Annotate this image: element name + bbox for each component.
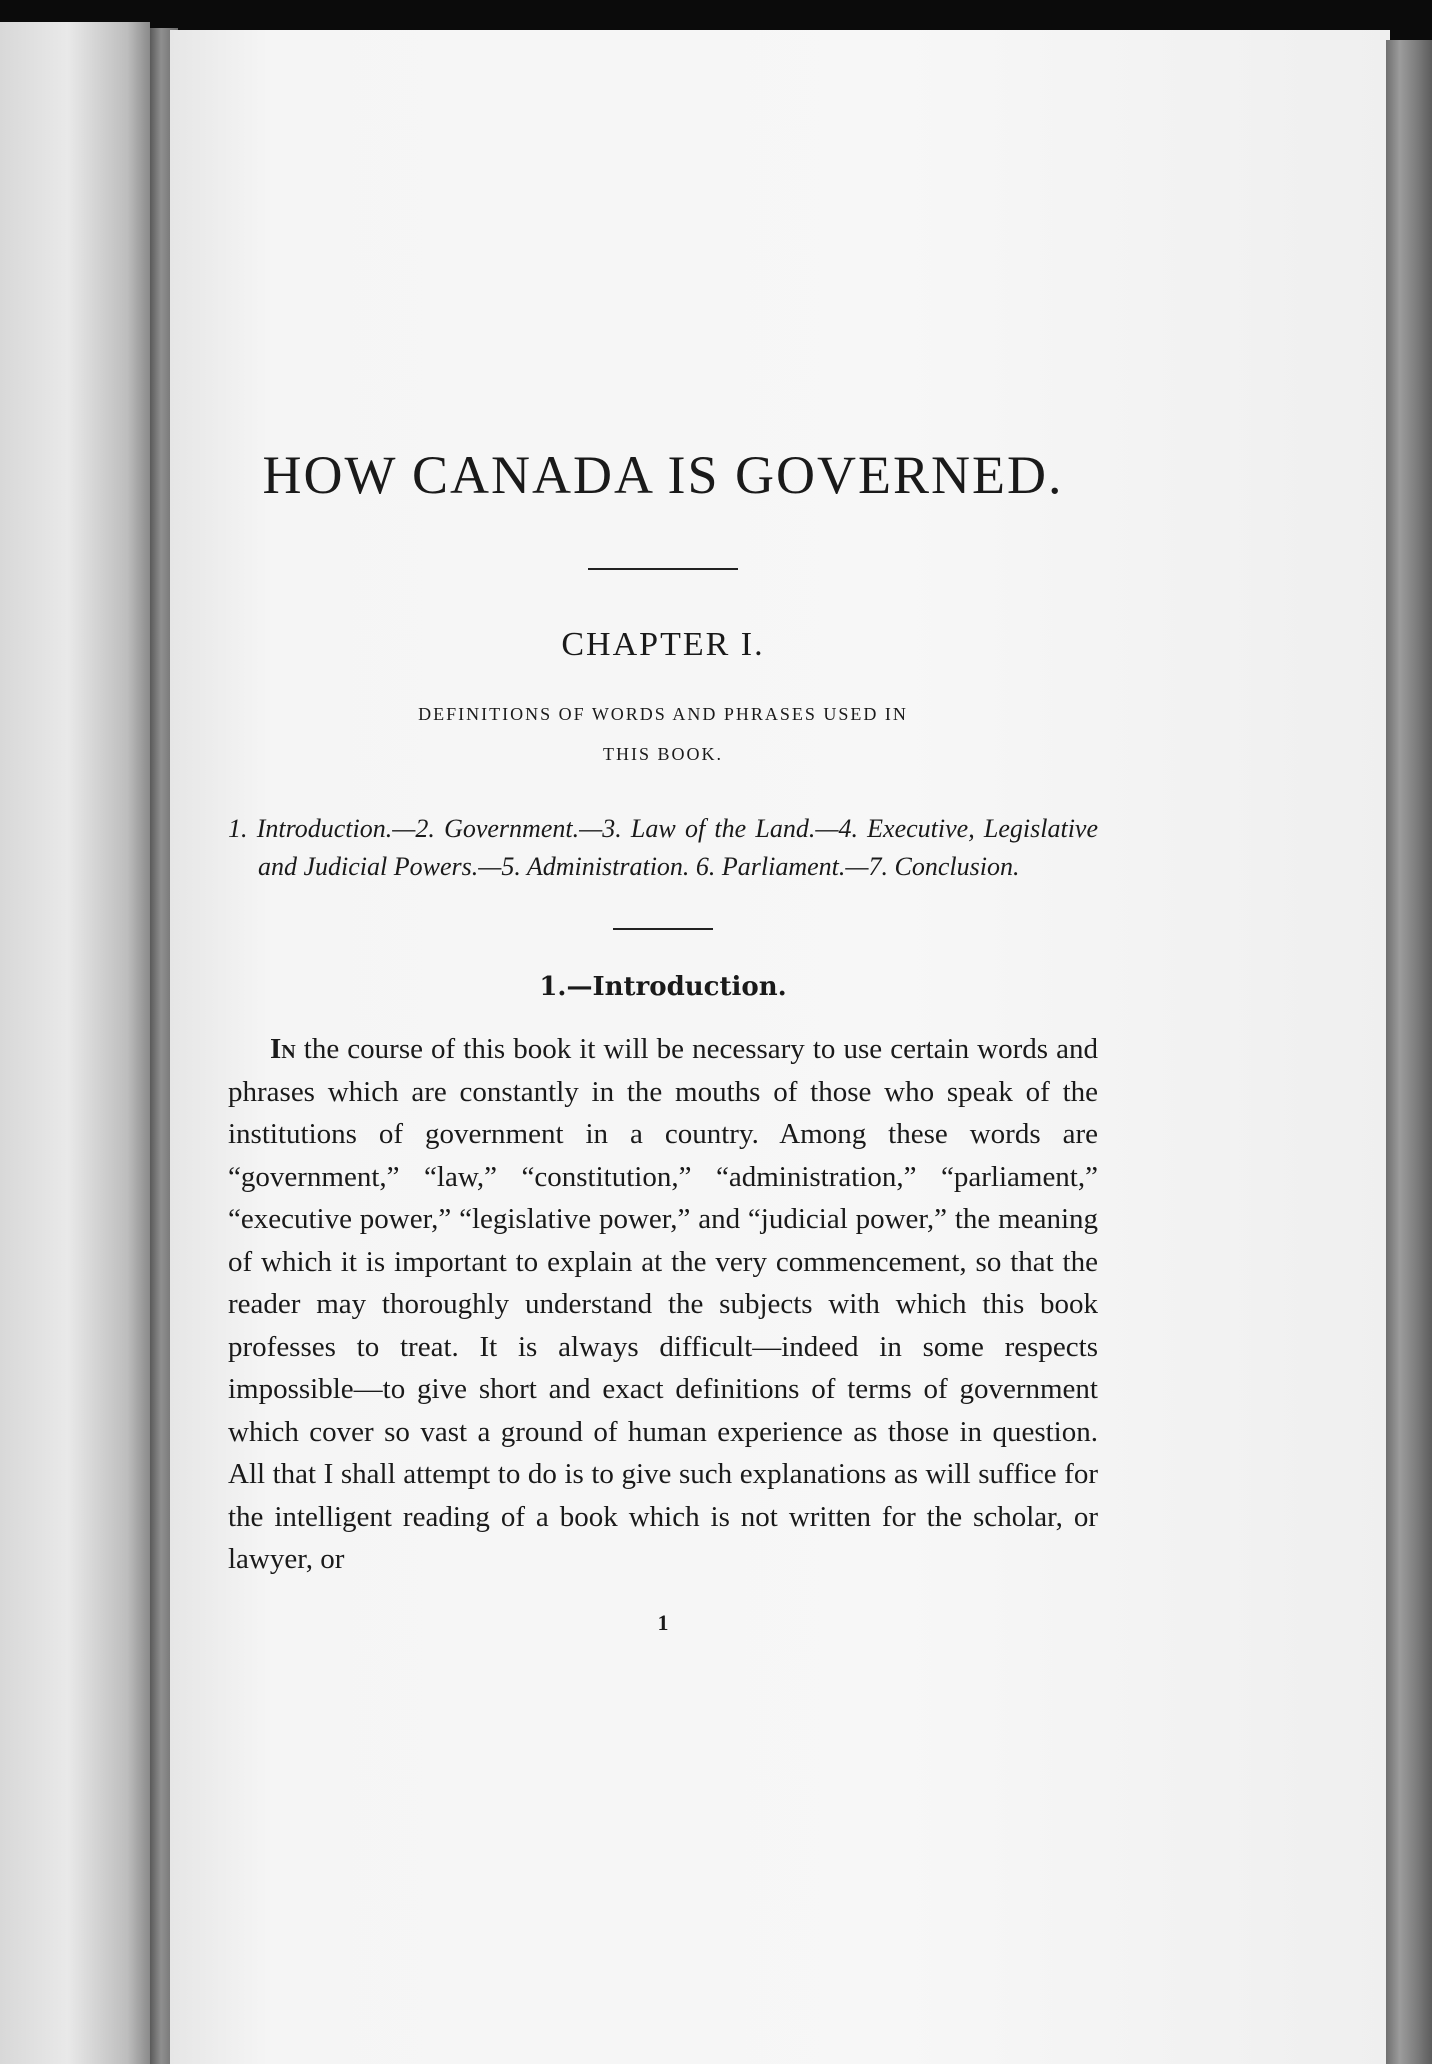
- left-facing-page: [0, 22, 150, 2064]
- body-text: the course of this book it will be necessary to use certain words and phrases which are constantly in the mouths of those who speak of the institutions of government in a country. Among these words are “government,” “law,” “constitution,” “administration,” “parliament,” “executive power,” “legislative power,” and “judicial power,” the meaning of which it is important to explain at the very commencement, so that the reader may thoroughly understand the subjects with which this book professes to treat. It is always difficult—indeed in some respects impossible—to give short and exact definitions of terms of government which cover so vast a ground of human experience as those in question. All that I shall attempt to do is to give such explanations as will suffice for the intelligent reading of a book which is not written for the scholar, or lawyer, or: [228, 1033, 1098, 1575]
- body-paragraph: [228, 1028, 1098, 1581]
- book-title: HOW CANADA IS GOVERNED.: [262, 445, 1064, 505]
- title-rule: [588, 568, 738, 570]
- page-content: [228, 420, 1098, 1636]
- chapter-subtitle-line-2: THIS BOOK.: [602, 744, 723, 764]
- page-number: 1: [657, 1609, 669, 1635]
- chapter-subtitle: [228, 694, 1098, 774]
- page-edge: [1386, 40, 1432, 2064]
- summary-rule: [613, 928, 713, 930]
- chapter-subtitle-line-1: DEFINITIONS OF WORDS AND PHRASES USED IN: [418, 704, 908, 724]
- chapter-summary: 1. Introduction.—2. Government.—3. Law of the Land.—4. Executive, Legislative and Judicial Powers.—5. Administration. 6. Parliament.—7. Conclusion.: [228, 814, 1098, 881]
- section-heading: 1.—Introduction.: [539, 972, 787, 1002]
- body-first-word: In: [270, 1033, 296, 1065]
- chapter-heading: CHAPTER I.: [561, 626, 765, 663]
